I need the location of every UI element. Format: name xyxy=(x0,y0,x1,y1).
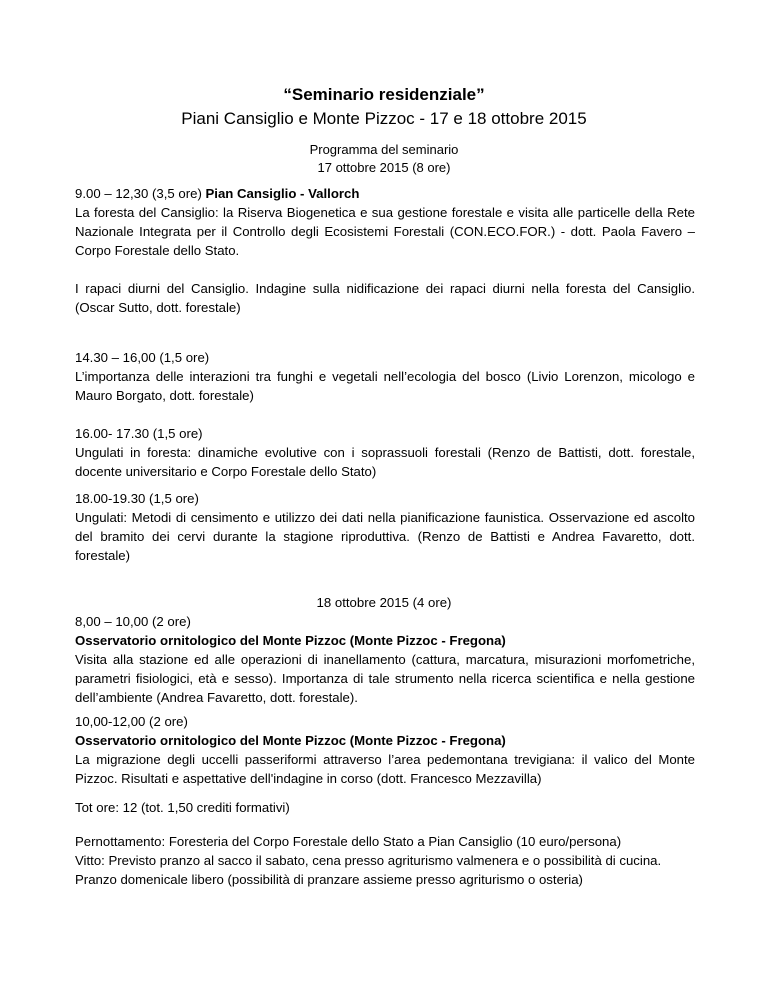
session-time: 9.00 – 12,30 (3,5 ore) xyxy=(75,186,202,201)
day1-label: 17 ottobre 2015 (8 ore) xyxy=(317,160,451,175)
document-subtitle: Piani Cansiglio e Monte Pizzoc - 17 e 18 ottobre 2015 xyxy=(181,109,587,128)
session-d1-4 xyxy=(75,489,695,565)
session-time: 8,00 – 10,00 (2 ore) xyxy=(75,614,191,629)
food-info: Vitto: Previsto pranzo al sacco il sabato, cena presso agriturismo valmenera e o possibilità di cucina. xyxy=(75,853,662,868)
session-description: Ungulati: Metodi di censimento e utilizzo dei dati nella pianificazione faunistica. Osservazione ed ascolto del bramito dei cervi durante la stagione riproduttiva. (Renzo de Battisti e Andrea Favaretto, dott. forestale) xyxy=(75,510,695,563)
session-description: Ungulati in foresta: dinamiche evolutive con i soprassuoli forestali (Renzo de Battisti, dott. forestale, docente universitario e Corpo Forestale dello Stato) xyxy=(75,445,695,479)
session-d2-2 xyxy=(75,712,695,788)
session-place: Pian Cansiglio - Vallorch xyxy=(205,186,360,201)
logistics xyxy=(75,832,695,889)
lunch-info: Pranzo domenicale libero (possibilità di pranzare assieme presso agriturismo o osteria) xyxy=(75,872,583,887)
session-d1-1-extra xyxy=(75,279,695,317)
session-description: I rapaci diurni del Cansiglio. Indagine sulla nidificazione dei rapaci diurni nella foresta del Cansiglio. (Oscar Sutto, dott. forestale) xyxy=(75,281,695,315)
session-description: La foresta del Cansiglio: la Riserva Biogenetica e sua gestione forestale e visita alle particelle della Rete Nazionale Integrata per il Controllo degli Ecosistemi Forestali (CON.ECO.FOR.) - dott. Paola Favero – Corpo Forestale dello Stato. xyxy=(75,205,695,258)
session-time: 16.00- 17.30 (1,5 ore) xyxy=(75,426,203,441)
session-description: Visita alla stazione ed alle operazioni di inanellamento (cattura, marcatura, misurazioni morfometriche, parametri fisiologici, età e sesso). Importanza di tale strumento nella ricerca scientifica e nella gestione dell’ambiente (Andrea Favaretto, dott. forestale). xyxy=(75,652,695,705)
session-place: Osservatorio ornitologico del Monte Pizzoc (Monte Pizzoc - Fregona) xyxy=(75,633,506,648)
total-hours: Tot ore: 12 (tot. 1,50 crediti formativi) xyxy=(75,800,290,815)
session-description: L’importanza delle interazioni tra funghi e vegetali nell’ecologia del bosco (Livio Lorenzon, micologo e Mauro Borgato, dott. forestale) xyxy=(75,369,695,403)
session-description: La migrazione degli uccelli passeriformi attraverso l’area pedemontana trevigiana: il valico del Monte Pizzoc. Risultati e aspettative dell'indagine in corso (dott. Francesco Mezzavilla) xyxy=(75,752,695,786)
session-place: Osservatorio ornitologico del Monte Pizzoc (Monte Pizzoc - Fregona) xyxy=(75,733,506,748)
session-d1-3 xyxy=(75,424,695,481)
document-header xyxy=(0,83,768,131)
document-title: “Seminario residenziale” xyxy=(283,85,485,104)
session-d1-1 xyxy=(75,184,695,260)
session-time: 10,00-12,00 (2 ore) xyxy=(75,714,188,729)
session-time: 18.00-19.30 (1,5 ore) xyxy=(75,491,199,506)
session-d1-2 xyxy=(75,348,695,405)
program-header xyxy=(0,141,768,177)
session-d2-1 xyxy=(75,612,695,707)
lodging-info: Pernottamento: Foresteria del Corpo Forestale dello Stato a Pian Cansiglio (10 euro/persona) xyxy=(75,834,622,849)
day2-label: 18 ottobre 2015 (4 ore) xyxy=(316,595,452,610)
session-time: 14.30 – 16,00 (1,5 ore) xyxy=(75,350,210,365)
program-label: Programma del seminario xyxy=(309,142,459,157)
